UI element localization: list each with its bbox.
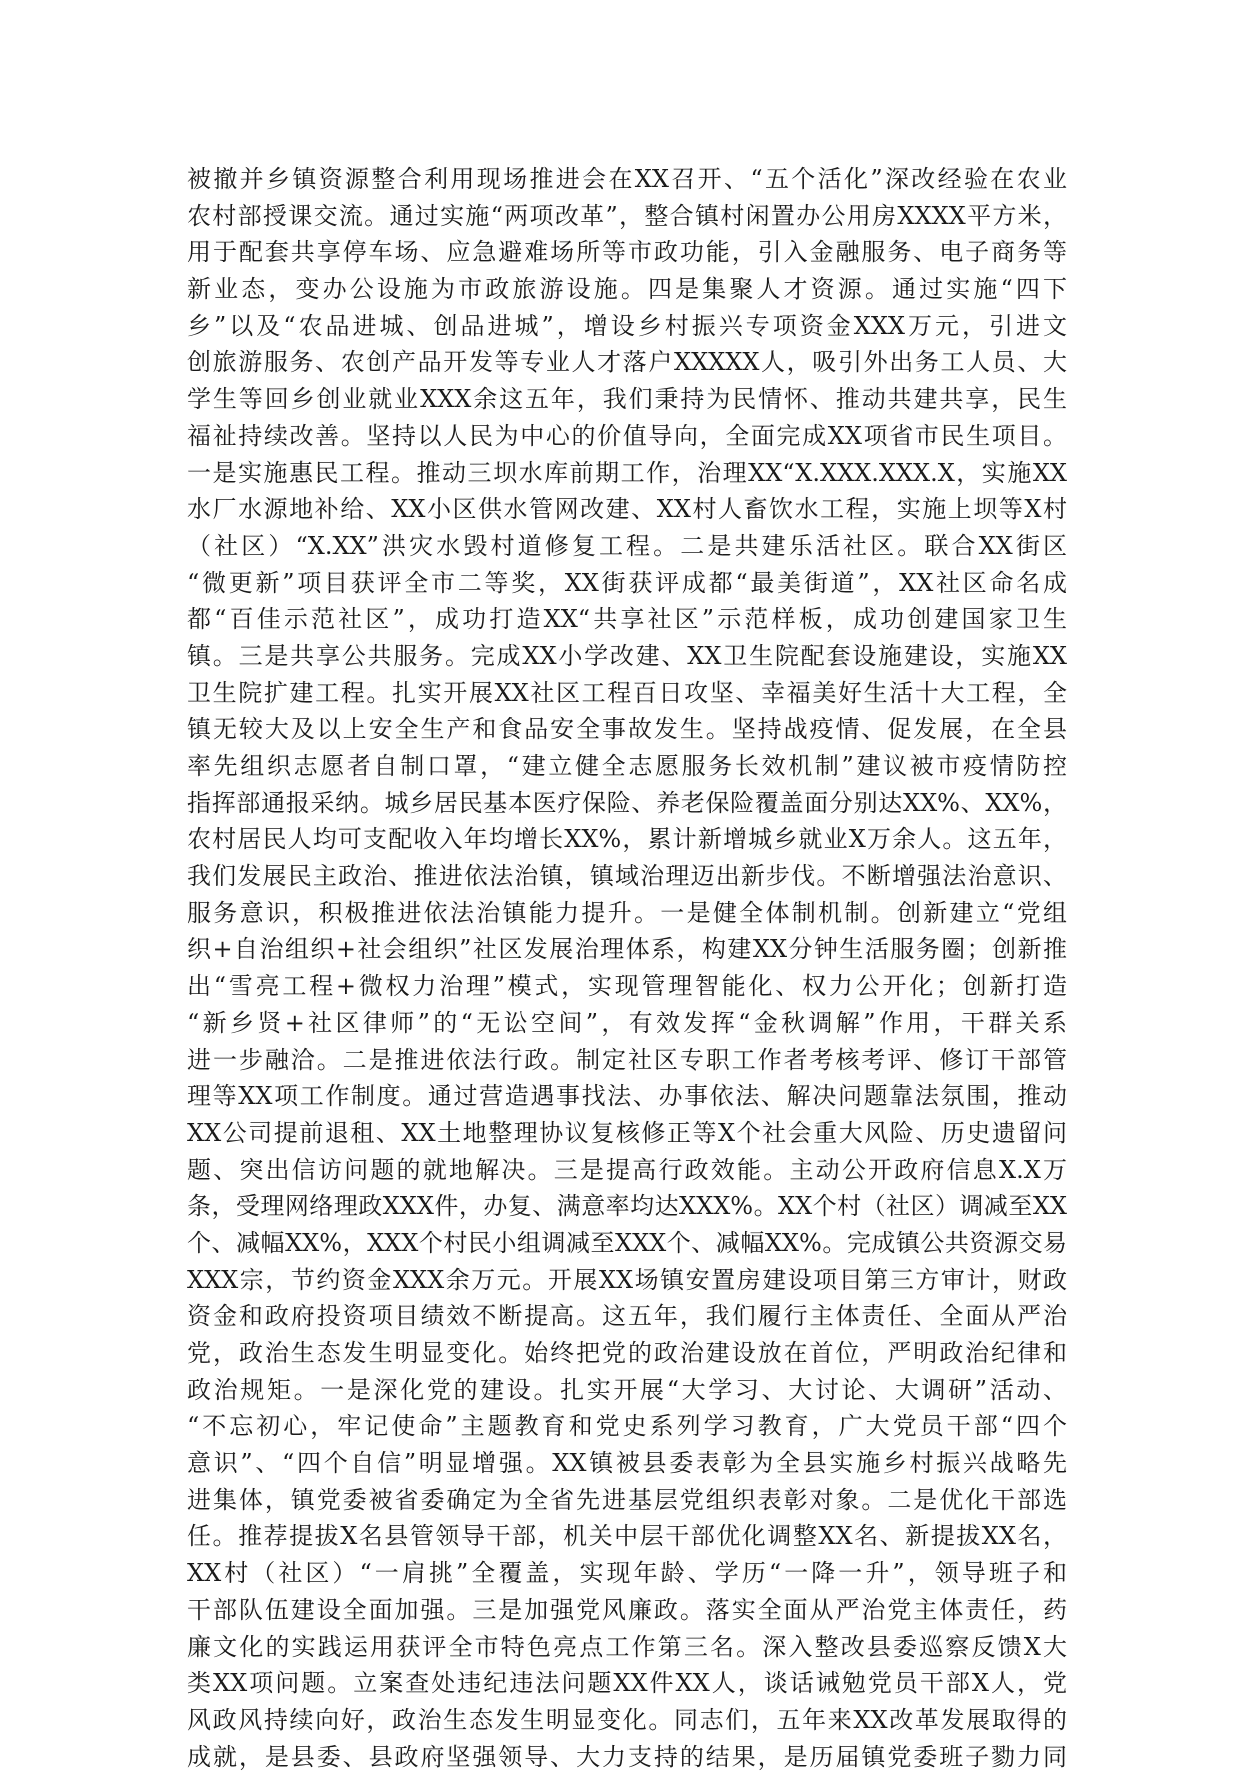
text-line: 乡”以及“农品进城、创品进城”，增设乡村振兴专项资金XXX万元，引进文 bbox=[187, 311, 1067, 340]
text-line: XX公司提前退租、XX土地整理协议复核修正等X个社会重大风险、历史遗留问 bbox=[187, 1118, 1067, 1147]
text-line: 率先组织志愿者自制口罩，“建立健全志愿服务长效机制”建议被市疫情防控 bbox=[187, 752, 1067, 780]
text-line: 被撤并乡镇资源整合利用现场推进会在XX召开、“五个活化”深改经验在农业 bbox=[187, 165, 1067, 193]
text-line: “新乡贤+社区律师”的“无讼空间”，有效发挥“金秋调解”作用，干群关系 bbox=[187, 1008, 1067, 1037]
text-line: “不忘初心，牢记使命”主题教育和党史系列学习教育，广大党员干部“四个 bbox=[187, 1412, 1067, 1441]
text-line: 农村部授课交流。通过实施“两项改革”，整合镇村闲置办公用房XXXX平方米， bbox=[187, 201, 1067, 230]
text-line: 进一步融洽。二是推进依法行政。制定社区专职工作者考核考评、修订干部管 bbox=[187, 1045, 1067, 1074]
text-line: 理等XX项工作制度。通过营造遇事找法、办事依法、解决问题靠法氛围，推动 bbox=[187, 1082, 1067, 1111]
text-line: 成就，是县委、县政府坚强领导、大力支持的结果，是历届镇党委班子勠力同 bbox=[187, 1742, 1067, 1771]
text-line: XX村（社区）“一肩挑”全覆盖，实现年龄、学历“一降一升”，领导班子和 bbox=[187, 1559, 1067, 1588]
text-line: 指挥部通报采纳。城乡居民基本医疗保险、养老保险覆盖面分别达XX%、XX%， bbox=[187, 788, 1067, 817]
text-line: 福祉持续改善。坚持以人民为中心的价值导向，全面完成XX项省市民生项目。 bbox=[187, 421, 1067, 450]
text-line: 资金和政府投资项目绩效不断提高。这五年，我们履行主体责任、全面从严治 bbox=[187, 1302, 1067, 1331]
text-line: 新业态，变办公设施为市政旅游设施。四是集聚人才资源。通过实施“四下 bbox=[187, 275, 1067, 304]
text-line: 意识”、“四个自信”明显增强。XX镇被县委表彰为全县实施乡村振兴战略先 bbox=[187, 1449, 1067, 1478]
text-line: 都“百佳示范社区”，成功打造XX“共享社区”示范样板，成功创建国家卫生 bbox=[187, 605, 1067, 634]
text-line: 卫生院扩建工程。扎实开展XX社区工程百日攻坚、幸福美好生活十大工程，全 bbox=[187, 678, 1067, 707]
text-line: 风政风持续向好，政治生态发生明显变化。同志们，五年来XX改革发展取得的 bbox=[187, 1705, 1067, 1734]
text-line: 用于配套共享停车场、应急避难场所等市政功能，引入金融服务、电子商务等 bbox=[187, 238, 1067, 267]
text-line: 政治规矩。一是深化党的建设。扎实开展“大学习、大讨论、大调研”活动、 bbox=[187, 1375, 1067, 1404]
text-line: 进集体，镇党委被省委确定为全省先进基层党组织表彰对象。二是优化干部选 bbox=[187, 1485, 1067, 1514]
text-line: 题、突出信访问题的就地解决。三是提高行政效能。主动公开政府信息X.X万 bbox=[187, 1155, 1067, 1184]
text-line: 干部队伍建设全面加强。三是加强党风廉政。落实全面从严治党主体责任，药 bbox=[187, 1595, 1067, 1624]
text-line: 任。推荐提拔X名县管领导干部，机关中层干部优化调整XX名、新提拔XX名， bbox=[187, 1522, 1067, 1551]
text-line: 服务意识，积极推进依法治镇能力提升。一是健全体制机制。创新建立“党组 bbox=[187, 898, 1067, 927]
text-line: 织+自治组织+社会组织”社区发展治理体系，构建XX分钟生活服务圈；创新推 bbox=[187, 935, 1067, 964]
text-line: “微更新”项目获评全市二等奖，XX街获评成都“最美街道”，XX社区命名成 bbox=[187, 568, 1067, 597]
text-line: 出“雪亮工程+微权力治理”模式，实现管理智能化、权力公开化；创新打造 bbox=[187, 972, 1067, 1001]
text-line: 学生等回乡创业就业XXX余这五年，我们秉持为民情怀、推动共建共享，民生 bbox=[187, 385, 1067, 414]
text-line: 水厂水源地补给、XX小区供水管网改建、XX村人畜饮水工程，实施上坝等X村 bbox=[187, 495, 1067, 524]
text-line: 条，受理网络理政XXX件，办复、满意率均达XXX%。XX个村（社区）调减至XX bbox=[187, 1192, 1067, 1221]
text-line: 党，政治生态发生明显变化。始终把党的政治建设放在首位，严明政治纪律和 bbox=[187, 1339, 1067, 1367]
body-text bbox=[187, 161, 1067, 1775]
text-line: 我们发展民主政治、推进依法治镇，镇域治理迈出新步伐。不断增强法治意识、 bbox=[187, 862, 1067, 891]
text-line: 类XX项问题。立案查处违纪违法问题XX件XX人，谈话诫勉党员干部X人，党 bbox=[187, 1669, 1067, 1698]
text-line: 镇无较大及以上安全生产和食品安全事故发生。坚持战疫情、促发展，在全县 bbox=[187, 715, 1067, 744]
text-line: 镇。三是共享公共服务。完成XX小学改建、XX卫生院配套设施建设，实施XX bbox=[187, 641, 1067, 670]
text-line: 一是实施惠民工程。推动三坝水库前期工作，治理XX“X.XXX.XXX.X，实施XX bbox=[187, 458, 1067, 487]
text-line: 农村居民人均可支配收入年均增长XX%，累计新增城乡就业X万余人。这五年， bbox=[187, 825, 1067, 854]
text-line: （社区）“X.XX”洪灾水毁村道修复工程。二是共建乐活社区。联合XX街区 bbox=[187, 531, 1067, 560]
text-line: 廉文化的实践运用获评全市特色亮点工作第三名。深入整改县委巡察反馈X大 bbox=[187, 1632, 1067, 1661]
text-line: 创旅游服务、农创产品开发等专业人才落户XXXXX人，吸引外出务工人员、大 bbox=[187, 348, 1067, 377]
text-line: 个、减幅XX%，XXX个村民小组调减至XXX个、减幅XX%。完成镇公共资源交易 bbox=[187, 1228, 1067, 1257]
text-line: XXX宗，节约资金XXX余万元。开展XX场镇安置房建设项目第三方审计，财政 bbox=[187, 1265, 1067, 1294]
